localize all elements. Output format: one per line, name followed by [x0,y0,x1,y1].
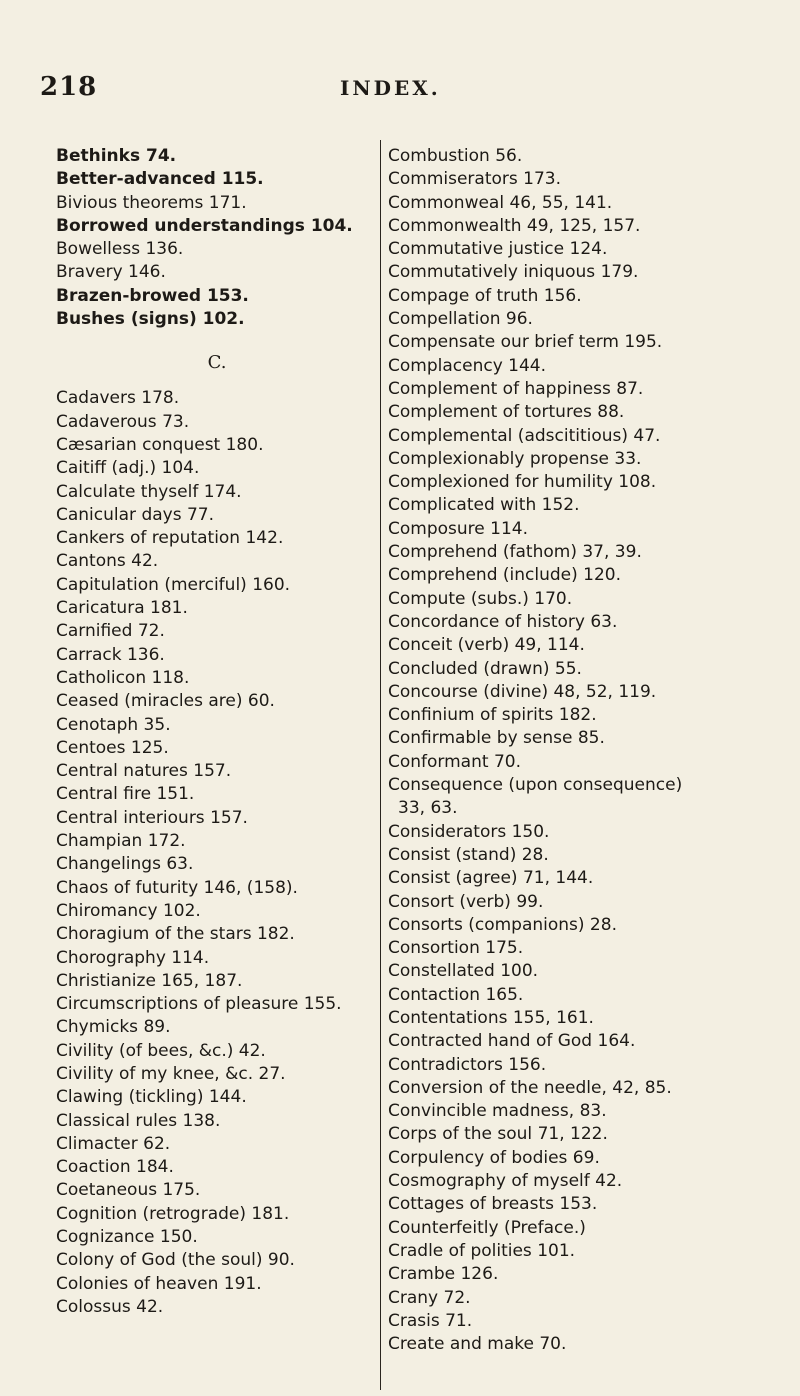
index-entry: Caitiff (adj.) 104. [56,458,200,479]
index-entry: Cadaverous 73. [56,411,190,432]
index-entry: Central fire 151. [56,784,195,805]
index-entry: Concluded (drawn) 55. [388,658,582,679]
index-entry: Consist (agree) 71, 144. [388,868,594,889]
index-entry: Concordance of history 63. [388,611,618,632]
index-entry: Commiserators 173. [388,169,562,190]
index-entry: Contentations 155, 161. [388,1007,594,1028]
index-entry: Carnified 72. [56,621,165,642]
index-entry: Colony of God (the soul) 90. [56,1250,295,1271]
index-entry: Crambe 126. [388,1264,499,1285]
column-divider [380,140,381,1390]
section-letter: C. [207,352,227,374]
index-entry: Chiromancy 102. [56,900,201,921]
index-entry: Constellated 100. [388,961,539,982]
index-entry: Contradictors 156. [388,1054,547,1075]
index-entry: Coaction 184. [56,1157,174,1178]
index-entry: Circumscriptions of pleasure 155. [56,994,342,1015]
index-entry: Central natures 157. [56,761,232,782]
running-head: INDEX. [340,76,441,100]
index-entry: Compute (subs.) 170. [388,588,573,609]
index-entry: Bivious theorems 171. [56,192,247,213]
index-entry: Contaction 165. [388,984,524,1005]
index-entry: Consequence (upon consequence) [388,775,683,796]
index-entry: Classical rules 138. [56,1110,221,1131]
index-entry: Civility of my knee, &c. 27. [56,1063,286,1084]
index-entry: Commonweal 46, 55, 141. [388,192,613,213]
index-entry: Cognition (retrograde) 181. [56,1203,290,1224]
index-entry: Corpulency of bodies 69. [388,1147,600,1168]
index-entry: Champian 172. [56,831,186,852]
index-entry: Caricatura 181. [56,598,188,619]
index-entry: Commonwealth 49, 125, 157. [388,215,641,236]
index-entry: Combustion 56. [388,146,523,166]
index-entry: Central interiours 157. [56,807,248,828]
index-entry: Complexionably propense 33. [388,448,642,469]
index-entry: Crany 72. [388,1287,471,1308]
index-entry: Cenotaph 35. [56,714,171,735]
index-entry: Compage of truth 156. [388,285,582,306]
index-entry: Ceased (miracles are) 60. [56,691,275,712]
index-entry: Conceit (verb) 49, 114. [388,635,585,656]
index-entry: Catholicon 118. [56,667,190,688]
index-column-right [388,145,793,1356]
index-entry: Confirmable by sense 85. [388,728,605,749]
index-entry: Composure 114. [388,518,528,539]
index-entry: Commutatively iniquous 179. [388,262,639,283]
index-entry: Complexioned for humility 108. [388,472,657,493]
index-entry: Changelings 63. [56,854,194,875]
index-entry: Confinium of spirits 182. [388,705,597,726]
index-entry: Borrowed understandings 104. [56,215,353,236]
page-header [40,72,760,106]
index-entry: Chaos of futurity 146, (158). [56,877,298,898]
index-entry: Comprehend (include) 120. [388,565,622,586]
index-entry: Colossus 42. [56,1296,164,1317]
index-entry: Complicated with 152. [388,495,580,516]
index-entry: Complement of tortures 88. [388,402,625,423]
index-entry: Consorts (companions) 28. [388,914,617,935]
index-entry: Counterfeitly (Preface.) [388,1217,586,1238]
index-entry: Compellation 96. [388,309,533,330]
index-entry: Coetaneous 175. [56,1180,201,1201]
index-entry: Civility (of bees, &c.) 42. [56,1040,266,1061]
index-entry: Comprehend (fathom) 37, 39. [388,542,642,563]
index-entry: Complement of happiness 87. [388,378,644,399]
index-entry: Chorography 114. [56,947,210,968]
index-entry: Consist (stand) 28. [388,844,549,865]
index-entry: Concourse (divine) 48, 52, 119. [388,681,657,702]
index-entry: Capitulation (merciful) 160. [56,574,291,595]
index-entry: Choragium of the stars 182. [56,924,295,945]
index-entry: Cantons 42. [56,551,159,572]
index-entry: Cradle of polities 101. [388,1240,576,1261]
index-entry: Corps of the soul 71, 122. [388,1124,608,1145]
index-entry: Conversion of the needle, 42, 85. [388,1077,672,1098]
index-entry: Bravery 146. [56,262,166,283]
index-entry: Commutative justice 124. [388,239,608,260]
index-entry: Complacency 144. [388,355,547,376]
index-entry: Create and make 70. [388,1334,567,1355]
index-entry: Contracted hand of God 164. [388,1031,636,1052]
index-entry: Cæsarian conquest 180. [56,434,264,455]
page-number: 218 [40,72,98,102]
index-entry: Compensate our brief term 195. [388,332,663,353]
index-entry: Cosmography of myself 42. [388,1171,623,1192]
index-entry: Bowelless 136. [56,239,184,260]
index-entry: Centoes 125. [56,737,169,758]
index-entry: Bushes (signs) 102. [56,309,245,330]
index-entry: Calculate thyself 174. [56,481,242,502]
index-entry: Chymicks 89. [56,1017,171,1038]
index-entry: Christianize 165, 187. [56,970,243,991]
index-entry: Canicular days 77. [56,504,215,525]
index-entry: Cognizance 150. [56,1227,198,1248]
index-entry: Consortion 175. [388,938,524,959]
index-entry: 33, 63. [398,798,458,819]
index-entry: Climacter 62. [56,1133,171,1154]
index-entry: Consort (verb) 99. [388,891,544,912]
index-entry: Cadavers 178. [56,388,180,409]
index-column-left [56,145,378,1319]
index-entry: Bethinks 74. [56,146,177,166]
index-entry: Carrack 136. [56,644,165,665]
index-entry: Considerators 150. [388,821,550,842]
index-entry: Cankers of reputation 142. [56,528,284,549]
index-entry: Complemental (adscititious) 47. [388,425,661,446]
index-entry: Better-advanced 115. [56,169,264,190]
index-entry: Clawing (tickling) 144. [56,1087,247,1108]
index-entry: Conformant 70. [388,751,521,772]
index-entry: Cottages of breasts 153. [388,1194,598,1215]
index-entry: Brazen-browed 153. [56,285,249,306]
index-entry: Crasis 71. [388,1310,473,1331]
index-entry: Colonies of heaven 191. [56,1273,262,1294]
index-entry: Convincible madness, 83. [388,1101,607,1122]
